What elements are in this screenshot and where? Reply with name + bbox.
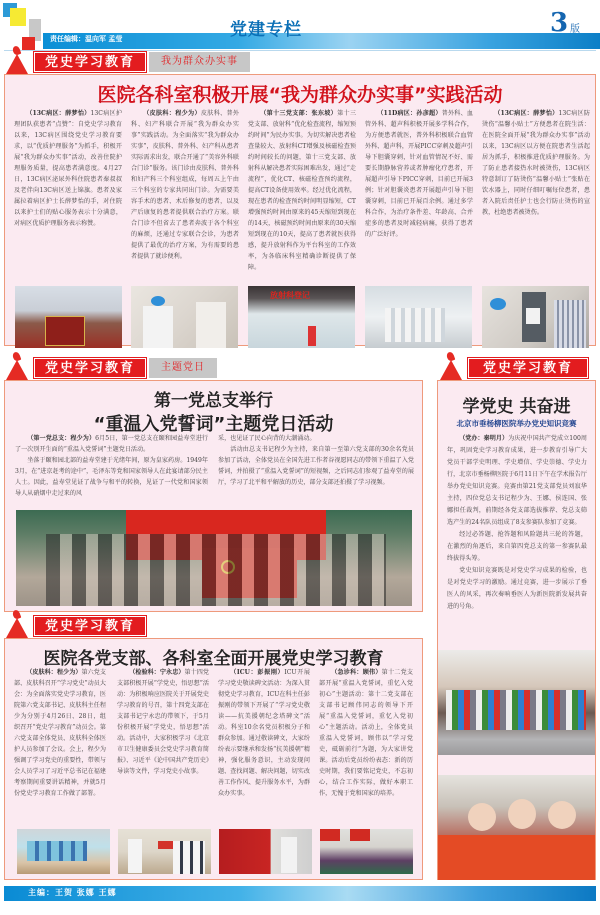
photo-emergency-group — [320, 829, 413, 874]
page-suffix: 版 — [570, 24, 580, 35]
article-column: （第十三党支部：张东坡）第十三党支部、放射科“优化检查流程，缩短预约时间”为民办实事。为切实解决患者检查量较大、放射科CT增强及核磁检查预约时间较长的问题，第十三党支部、放射科从解决患者实际困难出发，通过“走流程”，优化CT、核磁检查预约流程，提高CT设备使用效率。经过优化流程，现在患者的检查预约时间明显缩短，CT增强预约时间由原来的45天缩短到现在的14天，核磁预约时间由原来的30天缩短到现在的10天，提高了患者就医获得感，提升放射科作为平台科室的工作效率，为各临床科室精确诊断提供了保障。 — [248, 110, 357, 271]
article-column: （检验科：宁永忠）第十四党支部积极开展“学党史，悟思想”活动：为积极响应医院关于开展党史学习教育的号召，第十四党支部在支部书记宁永忠的带领下，于5月份积极开展“学党史，悟思想”活动。活动中，大家积极学习《北京市卫生健康委员会党史学习教育简报》、习近平《论中国共产党历史》导读等文件，学习党史小故事。 — [117, 669, 210, 775]
column-title: 党建专栏 — [230, 20, 302, 40]
logo-square-yellow — [10, 8, 26, 26]
article-column: （11D病区：孙彦超）普外科、血管外科、超声科积极开展多学科合作，为方便患者就医，普外科积极联合血管外科、超声科，开展PICC穿刺及超声引导下胆囊穿刺，针对血管情况不好、需要长期静脉营养或者肿瘤化疗患者，开展超声引导下PICC穿刺，目前已开展3例；针对胆囊炎患者开展超声引导下胆囊穿刺，目前已开展百余例。通过多学科合作，为治疗条件差、年龄高、合并症多的患者及时减轻病痛，获得了患者的广泛好评。 — [365, 110, 474, 238]
article-column: （皮肤科：程少为）皮肤科、普外科、妇产科联合开展“我为群众办实事”实践活动。为全面落实“我为群众办实事”，皮肤科、普外科、妇产科从患者实际需求出发，联合开通了“美容外科联合门诊”服务。该门诊由皮肤科、普外科和妇产科三个科室组成，每周五上午由三个科室的专家共同出门诊。为需要美容手术的患者、术后修复的患者，以及产后康复的患者提供联合治疗方案。联合门诊不但省去了患者奔波于各个科室的麻烦，还通过专家联合会诊，为患者提供了最优的治疗方案，为有需要的患者提供了就诊便利。 — [131, 110, 240, 260]
section-tag-2 — [4, 358, 217, 380]
section-tag-4 — [4, 616, 146, 638]
torch-icon — [4, 352, 32, 380]
masthead — [0, 0, 600, 58]
article-column: （ICU：彭振刚）ICU开展学习党史敬读碑文活动：为深入贯彻党史学习教育，ICU在科主任彭振刚的带领下开展了“学习党史敬读——抗美援朝纪念塔碑文”活动。科室10余名党员积极分子和群众参加。通过敬读碑文，大家纷纷表示要继承和发扬“抗美援朝”精神，强化服务意识，主动发现问题、查找问题、解决问题，切实改善工作作风、提升服务水平，为群众办实事。 — [218, 669, 311, 797]
photo-oath-group — [16, 510, 412, 606]
torch-icon — [4, 46, 32, 74]
article-column: （第一党总支：程少为）6月5日，第一党总支在颐和园益寿堂进行了一次别开生面的“重温入党誓词”主题党日活动。 坐落于颐和园北部的益寿堂建于光绪年间，原为皇家药房。1949年3月，在“进京赶考的途中”，毛泽东等党和国家领导人在此宴请部分民主人士。因此，益寿堂见证了战争与和平的转换，见证了一代党和国家领导人从硝烟中走过来的风 — [15, 435, 208, 497]
section-tag-label: 党史学习教育 — [34, 616, 146, 636]
section-tag-sub: 主题党日 — [149, 358, 217, 378]
chief-editors: 主编：王贺 张娜 王娜 — [28, 888, 117, 897]
masthead-divider — [4, 50, 596, 51]
article-column: （13C病区：薛梦怡）13C病区防烫伤“温馨小贴士”方便患者在院生活：在医院全面开展“我为群众办实事”活动以来，13C病区以方便在院患者生活起居为抓手，积极推进优质护理服务。为了防止患者接热水时被烫伤，13C病区特意制订了防烫伤“温馨小贴士”张贴在饮水器上，同时仔细叮嘱每位患者，患者入院后责任护士也会行防止烫伤的宣教，杜绝患者被烫伤。 — [482, 110, 590, 216]
photo-contest-group — [438, 650, 595, 755]
masthead-bar — [43, 33, 600, 49]
article-column: （13C病区：薛梦怡）13C病区护理团队获患者“点赞”：自党史学习教育以来，13C病区围绕党史学习教育要求，以“优质护理服务”为抓手，积极开展“我为群众办实事”活动，改善住院护理服务质量，提高患者满意度。4月27日，13C病区泌尿外科住院患者秦叔叔及老伴向13C病区送上锦旗。患者及家属拉着病区护士长薛梦怡的手，对住院以来护士们的贴心服务表示十分满意，对病区优质护理服务表示称赞。 — [14, 110, 122, 227]
photo-ward-corridor — [365, 286, 472, 348]
photo-dermatology-meeting — [17, 829, 110, 874]
article-column: 采，也见证了民心向背的大潮涌动。 活动由总支书记程少为主持，来自第一至第六党支部的30余名党员参加了活动，全体党员在全国先进工作者谷视愿同志的带领下重温了入党誓词，并拍摄了“重温入党誓词”的短视频，之后同志们参观了益寿堂的展厅，学习了北平和平解放的历史，部分支部还拍摄了学习视频。 — [218, 435, 414, 486]
article-headline-1: 医院各科室积极开展“我为群众办实事”实践活动 — [97, 84, 503, 106]
article-column: （急诊科：顾伟）第十二党支部开展“重温入党誓词，重忆入党初心”主题活动：第十二党支部在支部书记顾伟同志的领导下开展“重温入党誓词，重忆入党初心”主题活动。活动上，全体党员重温入党誓词，顾伟以“学习党史，砥砺前行”为题，为大家讲党课。活动后党员纷纷表态：新的历史时期，我们要铭记党史，不忘初心，结合工作实际，做好本职工作，无愧于党和国家的培养。 — [319, 669, 414, 797]
article-headline-2a: 第一党总支举行 — [154, 391, 273, 411]
section-tag-label: 党史学习教育 — [34, 52, 146, 72]
article-headline-2b: “重温入党誓词”主题党日活动 — [93, 414, 334, 435]
article-subheadline-3: 北京市垂杨柳医院举办党史知识竞赛 — [456, 419, 577, 428]
article-headline-4: 医院各党支部、各科室全面开展党史学习教育 — [43, 649, 384, 669]
page-number: 3 — [550, 8, 569, 38]
photo-radiology-window: 放射科登记 — [248, 286, 355, 348]
photo-clinic-consultation — [131, 286, 238, 348]
photo-contest-scene — [438, 775, 595, 880]
section-tag-sub: 我为群众办实事 — [149, 52, 250, 72]
photo-laboratory-study — [118, 829, 211, 874]
section-tag-1 — [4, 52, 250, 74]
torch-icon — [438, 352, 466, 380]
photo-banner-presentation — [15, 286, 122, 348]
photo-icu-inscription-reading — [219, 829, 312, 874]
article-headline-3: 学党史 共奋进 — [462, 397, 571, 417]
section-tag-label: 党史学习教育 — [34, 358, 146, 378]
article-column: （皮肤科：程少为）第六党支部、皮肤科召开“学习党史”动员大会：为全面落实党史学习教育，医院第六党支部书记、皮肤科主任程少为分别于4月26日、28日，组织召开“党史学习教育”动员会。第六党支部全体党员、皮肤科全体医护人员参加了会议。会上，程少为强调了学习党史的重要性，带领与会人员学习了习近平总书记在福建考察期间重要讲话精神，并就5月份党史学习教育工作做了部署。 — [14, 669, 107, 797]
responsible-editor: 责任编辑：温向军 孟莹 — [50, 35, 123, 43]
photo-water-dispenser-tip — [482, 286, 589, 348]
section-tag-3 — [438, 358, 588, 380]
section-tag-label: 党史学习教育 — [468, 358, 588, 378]
article-column: （党办：秦明月）为庆祝中国共产党成立100周年，巩固党史学习教育成果，进一步教育引导广大党员干部学史明理、学史增信、学史崇德、学史力行，北京市垂杨柳医院于6月11日下午在学术报告厅举办党史知识竞赛。竞赛由第21党支部党员刘寂华主持，四位党总支书记程少为、王娜、侯连国、张娜担任裁判，前期经各党支部选拔推荐、党总支筛选产生的24名队员组成了8支参赛队参加了竞赛。 经过必答题、抢答题和风险题共三轮的答题，在激烈的角逐后，来自第四党总支的第一参赛队最终拔得头筹。 党史知识竞赛既是对党史学习成果的检验，也是对党史学习的激励。通过竞赛，进一步展示了垂医人的风采，再次奏响垂医人为新医院新发展共奋进的号角。 — [447, 435, 587, 610]
torch-icon — [4, 610, 32, 638]
